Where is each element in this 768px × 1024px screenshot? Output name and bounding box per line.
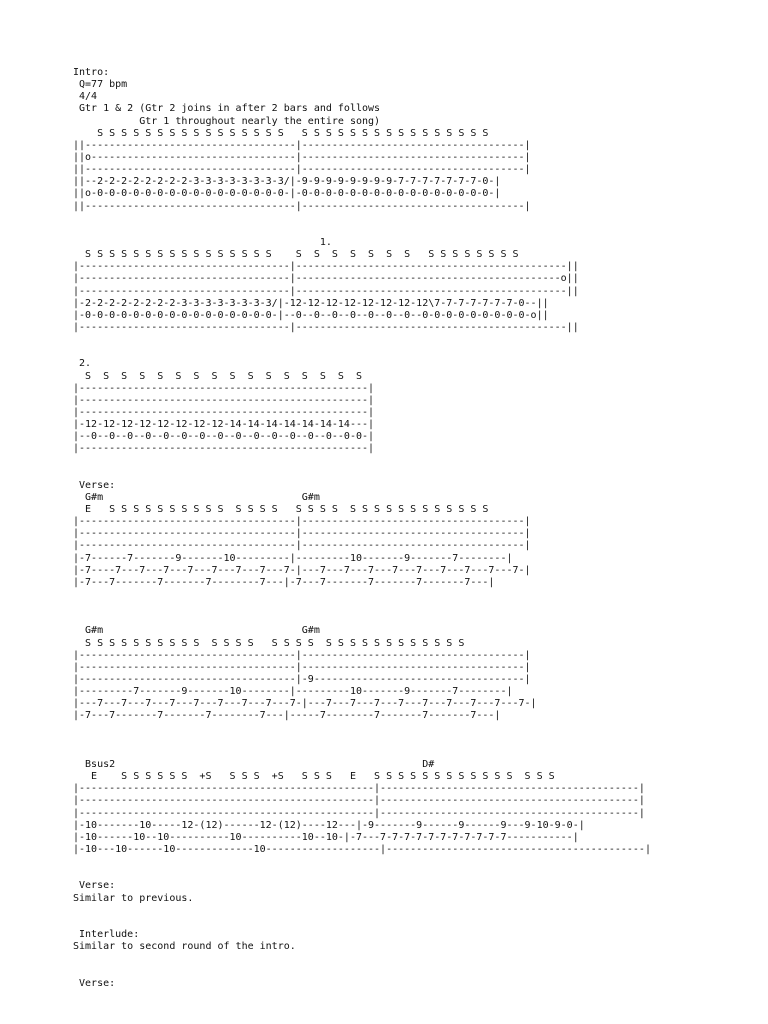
tab-line <box>73 589 651 601</box>
tab-line <box>73 917 651 929</box>
tab-line: 2. <box>73 358 92 370</box>
tab-line: ||-----------------------------------|-------------------------------------| <box>73 200 531 212</box>
tab-line: |-----------------------------------|---------------------------------------------|| <box>73 261 579 273</box>
tab-line: |-7----7---7---7---7---7---7---7---7-|---7---7---7---7---7---7---7---7---7-| <box>73 564 531 576</box>
tab-line: Verse: <box>73 880 116 892</box>
tab-line: ||-----------------------------------|-------------------------------------| <box>73 164 531 176</box>
tab-line <box>73 601 651 613</box>
tab-line: |------------------------------------|-------------------------------------| <box>73 661 531 673</box>
tab-line: 1. <box>73 236 332 248</box>
guitar-tab-text <box>73 67 651 990</box>
tab-line <box>73 905 651 917</box>
tab-line <box>73 468 651 480</box>
tab-line: ||-----------------------------------|-------------------------------------| <box>73 139 531 151</box>
tab-line: Interlude: <box>73 928 140 940</box>
tab-line: |-10------10--10----------10----------10--10-|-7---7-7-7-7-7-7-7-7-7-7-7-----------| <box>73 831 579 843</box>
tab-line: |------------------------------------|-------------------------------------| <box>73 649 531 661</box>
tab-line: Q=77 bpm <box>73 79 128 91</box>
tab-line: E S S S S S S S S S S S S S S S S S S S S S S S S S S S S S S <box>73 504 489 516</box>
tab-line: G#m G#m <box>73 625 320 637</box>
tab-line <box>73 868 651 880</box>
tab-line: |-----------------------------------|---------------------------------------------|| <box>73 285 579 297</box>
tab-line: |------------------------------------|-9-----------------------------------| <box>73 674 531 686</box>
tab-line <box>73 346 651 358</box>
tab-line: |-10-------10-----12-(12)------12-(12)----12---|-9-------9------9------9---9-10-9-0-| <box>73 819 585 831</box>
tab-line <box>73 747 651 759</box>
tab-line: S S S S S S S S S S S S S S S S S S S S S S S S S S S S S S S S <box>73 127 489 139</box>
tab-line: |-0-0-0-0-0-0-0-0-0-0-0-0-0-0-0-0-|--0--0--0--0--0--0--0--0-0-0-0-0-0-0-0-0-o|| <box>73 309 549 321</box>
tab-line: |---7---7---7---7---7---7---7---7---7-|---7---7---7---7---7---7---7---7---7-| <box>73 698 537 710</box>
tab-line: |-------------------------------------------------|-------------------------------------------| <box>73 795 645 807</box>
tab-line: |-----------------------------------|---------------------------------------------|| <box>73 321 579 333</box>
tab-line: |-10---10------10-------------10-------------------|-------------------------------------------| <box>73 844 651 855</box>
tab-line: 4/4 <box>73 91 98 103</box>
tab-line: |------------------------------------|-------------------------------------| <box>73 540 531 552</box>
tab-line: Verse: <box>73 977 116 989</box>
tab-line: Similar to second round of the intro. <box>73 941 296 953</box>
tab-line <box>73 613 651 625</box>
tab-line <box>73 856 651 868</box>
tab-line: |-------------------------------------------------|-------------------------------------------| <box>73 807 645 819</box>
tab-line: Similar to previous. <box>73 892 194 904</box>
tab-line: ||o----------------------------------|-------------------------------------| <box>73 151 531 163</box>
tab-line: |-7---7-------7-------7--------7---|-----7--------7-------7-------7---| <box>73 710 501 722</box>
tab-line: |-12-12-12-12-12-12-12-12-14-14-14-14-14-14-14---| <box>73 419 375 431</box>
tab-line: Intro: <box>73 67 110 78</box>
tab-line: |-------------------------------------------------|-------------------------------------------| <box>73 783 645 795</box>
tab-line: S S S S S S S S S S S S S S S S S S S S S S S S S S S S S S S <box>73 249 519 261</box>
tab-line: |---------7-------9-------10--------|---------10-------9-------7--------| <box>73 686 513 698</box>
tab-line: Gtr 1 & 2 (Gtr 2 joins in after 2 bars and follows <box>73 103 381 115</box>
tab-line: S S S S S S S S S S S S S S S S S S S S S S S S S S S S S S <box>73 637 465 649</box>
tab-line <box>73 213 651 225</box>
tab-line <box>73 953 651 965</box>
tab-line: |-2-2-2-2-2-2-2-2-3-3-3-3-3-3-3-3/|-12-12-12-12-12-12-12-12\7-7-7-7-7-7-7-0--|| <box>73 297 549 309</box>
tab-line <box>73 456 651 468</box>
tab-line: G#m G#m <box>73 491 320 503</box>
tab-line: |------------------------------------------------| <box>73 382 375 394</box>
tab-line: |--0--0--0--0--0--0--0--0--0--0--0--0--0--0--0-0-| <box>73 431 375 443</box>
tab-line: Verse: <box>73 479 116 491</box>
tab-line <box>73 965 651 977</box>
tab-line: |------------------------------------|-------------------------------------| <box>73 516 531 528</box>
tab-line: |-----------------------------------|--------------------------------------------o|| <box>73 273 579 285</box>
tab-line <box>73 735 651 747</box>
tab-line: S S S S S S S S S S S S S S S S <box>73 370 362 382</box>
tab-line: |-7---7-------7-------7--------7---|-7---7-------7-------7-------7---| <box>73 576 495 588</box>
tab-line: |------------------------------------------------| <box>73 443 375 455</box>
tab-line <box>73 225 651 237</box>
tab-line: |-7------7-------9-------10---------|---------10-------9-------7--------| <box>73 552 513 564</box>
tab-line: ||o-0-0-0-0-0-0-0-0-0-0-0-0-0-0-0-0-|-0-0-0-0-0-0-0-0-0-0-0-0-0-0-0-0-| <box>73 188 501 200</box>
tab-line: Gtr 1 throughout nearly the entire song) <box>73 115 381 127</box>
tab-line <box>73 334 651 346</box>
tab-line <box>73 723 651 735</box>
tab-line: |------------------------------------|-------------------------------------| <box>73 528 531 540</box>
tab-line: |------------------------------------------------| <box>73 394 375 406</box>
tab-line: |------------------------------------------------| <box>73 406 375 418</box>
tab-line: E S S S S S S +S S S S +S S S S E S S S S S S S S S S S S S S S <box>73 771 555 783</box>
tab-line: Bsus2 D# <box>73 759 435 771</box>
tab-line: ||--2-2-2-2-2-2-2-2-3-3-3-3-3-3-3-3/|-9-9-9-9-9-9-9-9-7-7-7-7-7-7-7-0-| <box>73 176 501 188</box>
